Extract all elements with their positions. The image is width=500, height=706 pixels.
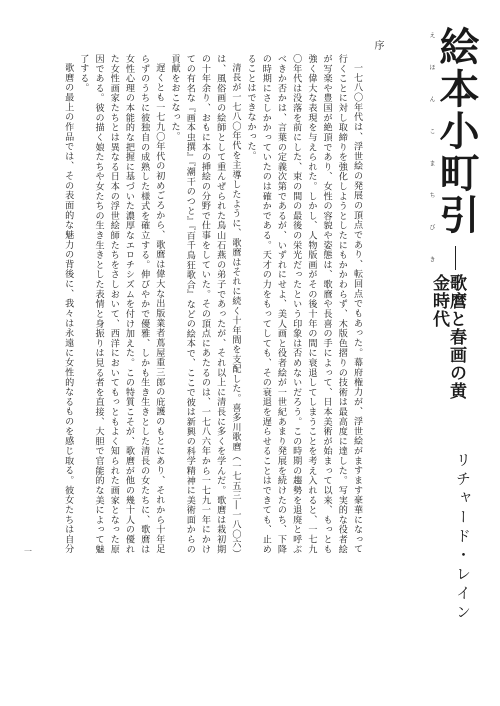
title-block	[422, 26, 486, 406]
body-paragraph: 歌麿の最上の作品では、その表面的な魅力の背後に、我々は永遠に女性的なるものを感じ取る。彼女たちは自分	[63, 63, 74, 554]
preface-body	[62, 54, 364, 554]
body-paragraph: 清長が一七八〇年代を主導したように、歌麿はそれに続く十年間を支配した。喜多川歌麿（一七五三―一八〇六）は、風俗画の絵師として重んぜられた鳥山石燕の弟子であったが、それ以上に清長に多くを学んだ。歌麿は栽初期の十年余り、おもに本の挿絵の分野で仕事をしていた。その頂点にあたるのは、一七八六年から一七九一年にかけての有名な『画本虫撰』『潮干のつと』『百千鳥狂歌合』などの絵本で、ここで彼は新興の科学精神に美術面からの貢献をおこなった。	[169, 54, 241, 554]
preface-heading: 序	[372, 40, 383, 54]
body-paragraph: 一七八〇年代は、浮世絵の発展の頂点であり、転回点でもあった。幕府権力が、浮世絵がますます豪華になって行くことに対し取締りを強化しようとしたにもかかわらず、木版色摺りの技術は最高度に達した。写実的な役者絵が写楽や豊国が絶頂であり、女性の容貌や姿態は、歌麿や長喜の手によって、日本美術が始まって以来、もっとも強く偉大な表現を与えられた。しかし、人物版画がその後十年の間に衰退してしまうことを考え入れると、一七九〇年代は没落を前にした、束の間の最後の栄光だったという印象は否めないだろう。この時期の趨勢を退廃と呼ぶべきか否かは、言葉の定義次第であるが、いずれにせよ、美人画と役者絵が一世紀あまり発展を続けたのち、下降の時期にさしかかっていたのは確かである。天才の力をもってしても、その衰退を遅らせることはできても、止めることはできなかった。	[245, 54, 362, 554]
book-title: 絵本小町引	[433, 26, 480, 236]
body-paragraph: 遅くとも一七九〇年代の初めごろから、歌麿は偉大な出版業者蔦屋重三郎の庇護のもとにあり、それから十年足らずのうちに彼独自の成熟した様式を確立する。伸びやかで優雅、しかも生き生きとした清長の女たちに、歌麿は女性心理の本能的な把握に基づいた濃厚なエロチシズムを付け加えた。この特質こそが、歌麿が他の幾十人の優れた女性画家たちとは異なる日本の浮世絵師たちをさしおいて、西洋においてもっともよく知られた画家となった原因である。彼の描く娘たちや女たちの生き生きとした表情と身振りは見る者を直接、大胆で官能的な美によって魅了する。	[78, 54, 165, 554]
author-name: リチャード・レイン	[454, 452, 472, 623]
subtitle-dash	[455, 246, 456, 270]
title-ruby: えほんこまちびき	[428, 32, 435, 288]
book-subtitle: 歌麿と春画の黄金時代	[429, 274, 466, 400]
page-number: 一	[24, 547, 32, 556]
